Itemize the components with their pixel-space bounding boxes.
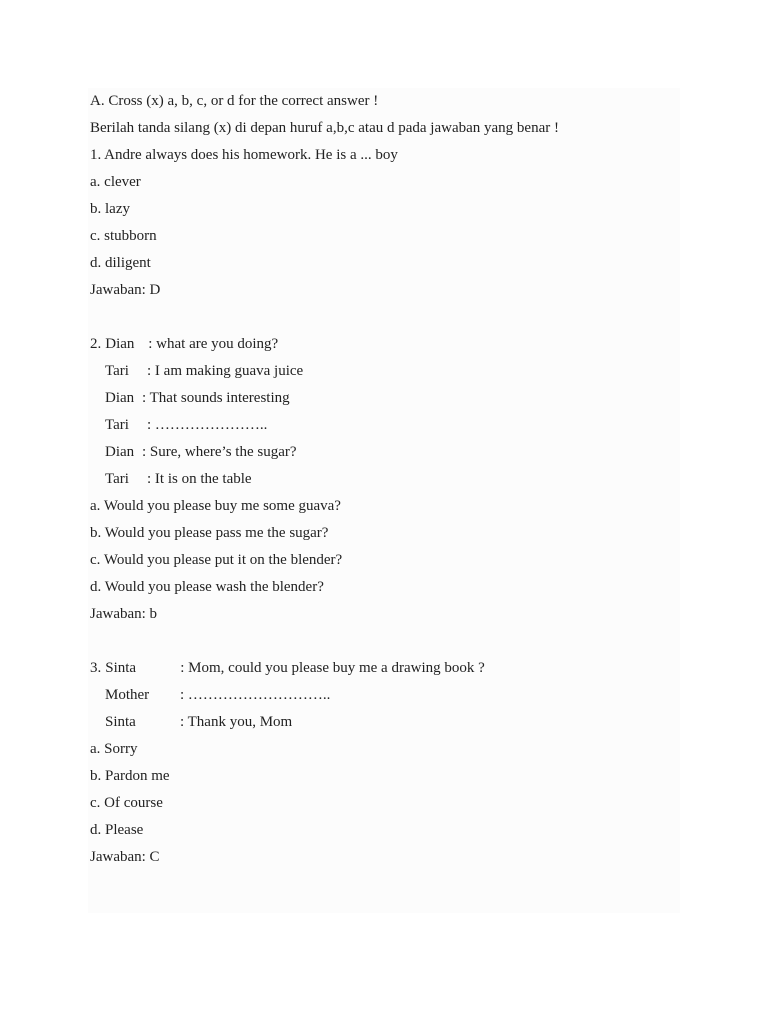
q3-option-b: b. Pardon me bbox=[90, 768, 170, 784]
q1-option-c: c. stubborn bbox=[90, 228, 157, 244]
dialog-speaker: Mother bbox=[105, 687, 150, 703]
q1-answer: Jawaban: D bbox=[90, 282, 161, 298]
q3-option-c: c. Of course bbox=[90, 795, 163, 811]
q2-dialog-line bbox=[90, 385, 559, 412]
dialog-speaker: Tari bbox=[105, 471, 129, 487]
dialog-speaker: Sinta bbox=[105, 660, 137, 676]
dialog-text: : Thank you, Mom bbox=[180, 714, 293, 730]
q1-question: 1. Andre always does his homework. He is a ... boy bbox=[90, 147, 398, 163]
dialog-text: : Mom, could you please buy me a drawing book ? bbox=[180, 660, 485, 676]
q2-answer: Jawaban: b bbox=[90, 606, 158, 622]
q2-dialog bbox=[90, 331, 559, 493]
dialog-speaker: Tari bbox=[105, 417, 129, 433]
q2-dialog-line bbox=[90, 466, 559, 493]
dialog-text: : ……………………….. bbox=[180, 687, 331, 703]
q2-number: 2. bbox=[90, 336, 102, 352]
dialog-speaker: Dian bbox=[105, 336, 135, 352]
spacer bbox=[90, 628, 559, 655]
q3-number: 3. bbox=[90, 660, 102, 676]
instruction-translation: Berilah tanda silang (x) di depan huruf a,b,c atau d pada jawaban yang benar ! bbox=[90, 120, 559, 136]
dialog-text: : I am making guava juice bbox=[147, 363, 304, 379]
dialog-text: : That sounds interesting bbox=[142, 390, 290, 406]
dialog-text: : Sure, where’s the sugar? bbox=[142, 444, 297, 460]
q1-option-d: d. diligent bbox=[90, 255, 151, 271]
q2-option-b: b. Would you please pass me the sugar? bbox=[90, 525, 329, 541]
q3-option-d: d. Please bbox=[90, 822, 144, 838]
q1-option-a: a. clever bbox=[90, 174, 141, 190]
q3-answer: Jawaban: C bbox=[90, 849, 160, 865]
dialog-text: : It is on the table bbox=[147, 471, 252, 487]
instruction-title: A. Cross (x) a, b, c, or d for the correct answer ! bbox=[90, 93, 379, 109]
q2-option-c: c. Would you please put it on the blender? bbox=[90, 552, 343, 568]
spacer bbox=[90, 304, 559, 331]
q3-dialog-line bbox=[90, 682, 559, 709]
q3-dialog bbox=[90, 655, 559, 736]
q2-dialog-line bbox=[90, 331, 559, 358]
q3-dialog-line bbox=[90, 709, 559, 736]
q2-option-a: a. Would you please buy me some guava? bbox=[90, 498, 341, 514]
q2-option-d: d. Would you please wash the blender? bbox=[90, 579, 324, 595]
document-content bbox=[90, 88, 559, 871]
q1-option-b: b. lazy bbox=[90, 201, 130, 217]
q3-option-a: a. Sorry bbox=[90, 741, 138, 757]
dialog-speaker: Sinta bbox=[105, 714, 136, 730]
dialog-speaker: Dian bbox=[105, 444, 135, 460]
dialog-speaker: Tari bbox=[105, 363, 129, 379]
dialog-text: : ………………….. bbox=[147, 417, 268, 433]
q2-dialog-line bbox=[90, 412, 559, 439]
q2-dialog-line bbox=[90, 439, 559, 466]
dialog-speaker: Dian bbox=[105, 390, 135, 406]
q2-dialog-line bbox=[90, 358, 559, 385]
dialog-text: : what are you doing? bbox=[148, 336, 279, 352]
q3-dialog-line bbox=[90, 655, 559, 682]
